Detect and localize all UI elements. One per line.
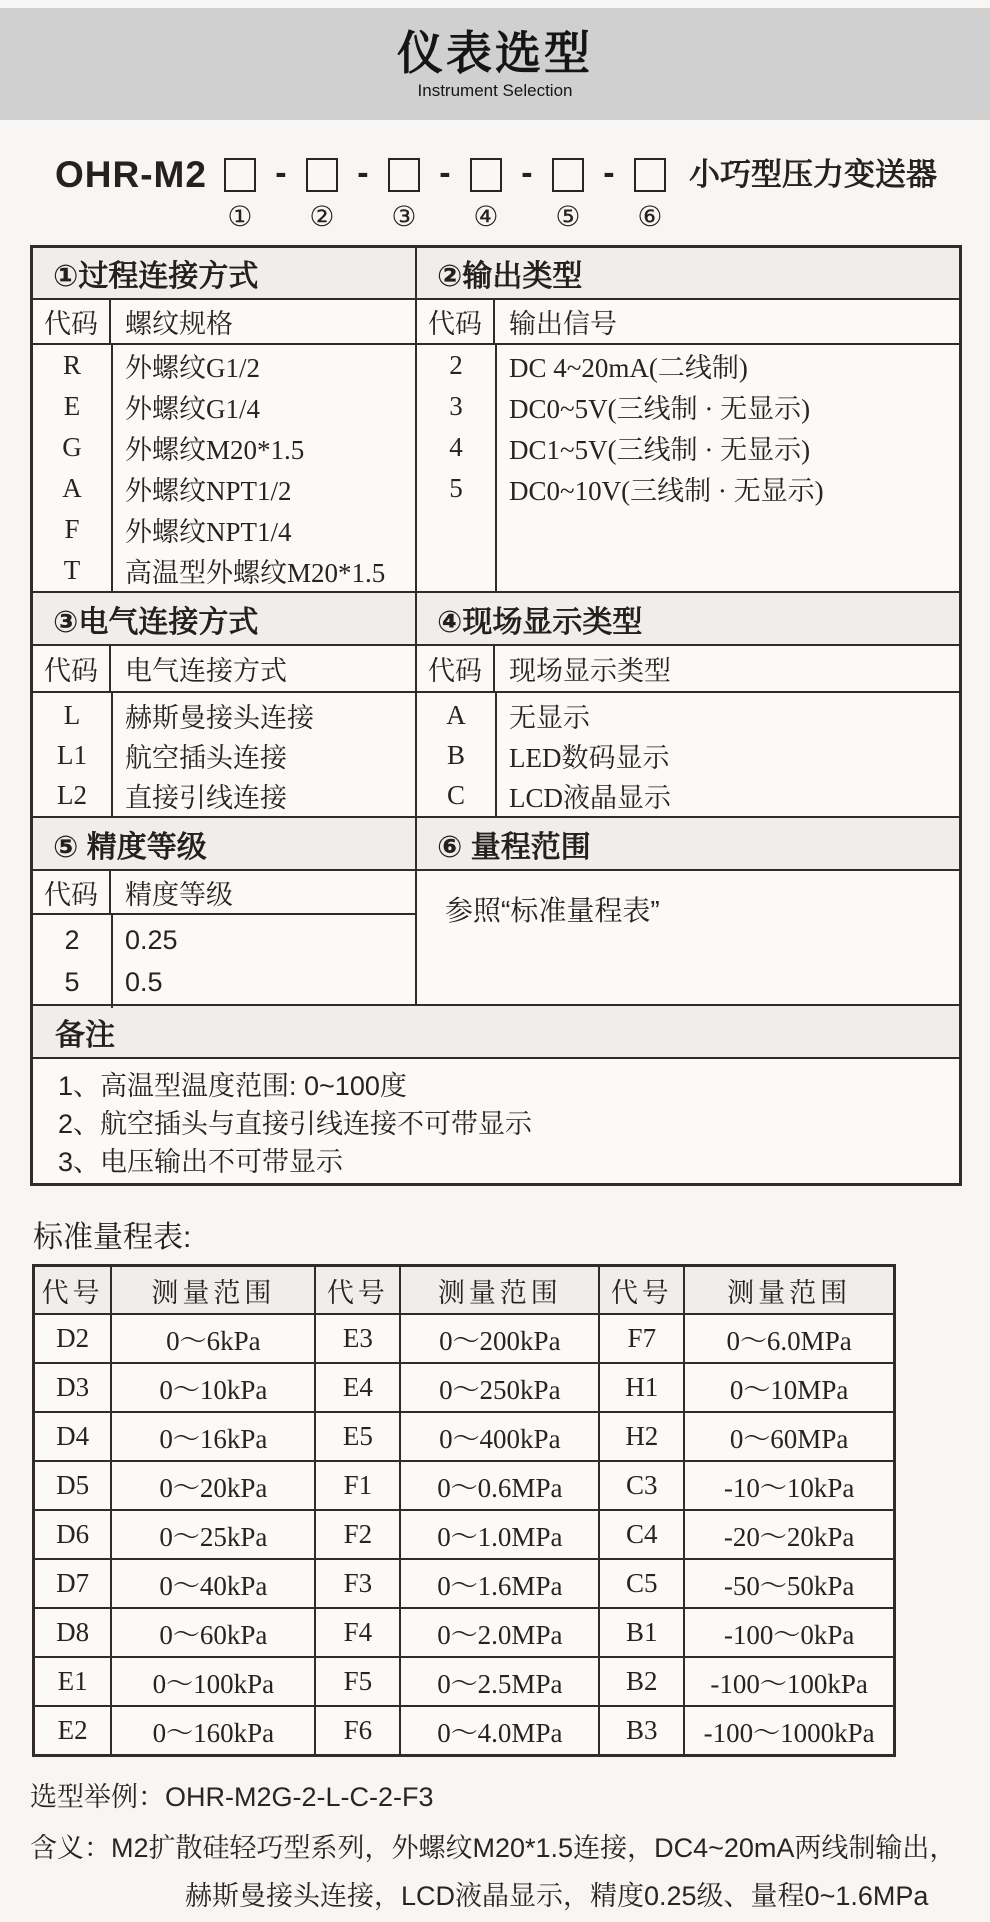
model-code-box-2 [306,158,338,192]
table-row [34,1657,895,1706]
model-position-2 [306,150,338,233]
row-value: 外螺纹M20*1.5 [125,435,305,465]
cell-code: D2 [34,1314,112,1363]
col-header-code-3: 代号 [599,1266,684,1315]
model-dash: - [357,154,369,192]
section2-code-header: 代码 [417,300,495,343]
cell-range: -20～20kPa [684,1510,894,1559]
example-meaning-line-1: 含义：M2扩散硅轻巧型系列，外螺纹M20*1.5连接，DC4~20mA两线制输出， [30,1833,957,1863]
table-row [33,775,415,815]
row-code: L1 [57,739,87,770]
column-divider [111,915,113,1008]
table-row [33,695,415,735]
position-number-4: ④ [473,202,499,233]
row-value: DC0~10V(三线制 · 无显示) [509,476,824,506]
row-code: L [63,699,81,730]
cell-code: F1 [315,1461,400,1510]
row-value: 航空插头连接 [125,742,287,773]
subheaders-1-2 [33,300,959,345]
table-row [417,427,959,468]
row-value: LED数码显示 [509,742,670,773]
cell-code: B3 [599,1706,684,1756]
cell-range: 0～60MPa [684,1412,894,1461]
cell-code: D8 [34,1608,112,1657]
range-table-caption: 标准量程表: [33,1221,192,1254]
row-code: 2 [64,924,80,955]
cell-range: 0～250kPa [400,1363,599,1412]
section1-value-header: 螺纹规格 [125,309,233,339]
section5-code-header: 代码 [33,871,111,913]
row-code: 2 [449,350,463,380]
remark-title: 备注 [33,1006,959,1059]
section2-subheader [417,300,959,343]
section4-subheader [417,646,959,691]
row-value: DC1~5V(三线制 · 无显示) [509,435,811,465]
bodies-3-4 [33,693,959,818]
section-headers-1-2 [33,248,959,300]
cell-range: 0～1.6MPa [400,1559,599,1608]
section3-code-header: 代码 [33,646,111,691]
cell-code: E2 [34,1706,112,1756]
table-row [33,468,415,509]
section4-body [417,693,959,816]
table-row [34,1314,895,1363]
standard-range-table [32,1264,896,1757]
model-suffix: 小巧型压力变送器 [688,157,937,192]
row-code: R [62,350,81,380]
example-meaning-line-2: 赫斯曼接头连接，LCD液晶显示，精度0.25级、量程0~1.6MPa [185,1881,929,1911]
cell-code: H2 [599,1412,684,1461]
row-value: 外螺纹NPT1/4 [125,517,292,547]
row-value: 外螺纹NPT1/2 [125,476,292,506]
bodies-1-2 [33,345,959,593]
table-row [34,1559,895,1608]
cell-code: D6 [34,1510,112,1559]
model-dash: - [275,154,287,192]
cell-range: 0～200kPa [400,1314,599,1363]
table-row [33,427,415,468]
table-row [34,1363,895,1412]
selection-table [30,245,962,1186]
range-table-header [34,1266,895,1315]
row-value: DC 4~20mA(二线制) [509,353,748,383]
section1-code-header: 代码 [33,300,111,343]
cell-range: 0～6.0MPa [684,1314,894,1363]
model-code-box-1 [224,158,256,192]
table-row [417,735,959,775]
cell-code: H1 [599,1363,684,1412]
section2-title: ②输出类型 [417,248,959,298]
cell-range: 0～60kPa [111,1608,315,1657]
cell-code: F6 [315,1706,400,1756]
cell-code: F4 [315,1608,400,1657]
table-row [33,735,415,775]
section6-title: ⑥ 量程范围 [417,818,959,869]
section5-value-header: 精度等级 [125,879,233,910]
row-code: 3 [449,391,463,421]
col-header-code-1: 代号 [34,1266,112,1315]
table-row [33,345,415,386]
model-prefix: OHR-M2 [55,154,207,195]
section4-value-header: 现场显示类型 [509,656,671,686]
row-value: 无显示 [509,702,590,733]
cell-range: 0～10MPa [684,1363,894,1412]
row-code: B [446,739,465,770]
model-code-box-6 [634,158,666,192]
cell-code: D7 [34,1559,112,1608]
cell-code: D4 [34,1412,112,1461]
row-value: DC0~5V(三线制 · 无显示) [509,394,811,424]
remark-body [33,1059,959,1183]
section3-subheader [33,646,417,691]
cell-code: D3 [34,1363,112,1412]
cell-range: 0～160kPa [111,1706,315,1756]
row-value: 外螺纹G1/4 [125,394,260,424]
model-position-5 [552,150,584,233]
cell-code: D5 [34,1461,112,1510]
section2-body [417,345,959,591]
row-code: 5 [449,473,463,503]
col-header-code-2: 代号 [315,1266,400,1315]
header-row [34,1266,895,1315]
model-code-row [55,150,937,233]
cell-code: B1 [599,1608,684,1657]
row-value: 直接引线连接 [125,782,287,813]
table-row [34,1706,895,1756]
row-value: 高温型外螺纹M20*1.5 [125,558,386,588]
page-header-bar [0,8,990,120]
section3-title: ③电气连接方式 [33,593,417,644]
table-row [33,919,415,961]
cell-range: -100～1000kPa [684,1706,894,1756]
page-subtitle: Instrument Selection [417,81,573,100]
cell-code: E4 [315,1363,400,1412]
model-position-6 [634,150,666,233]
cell-range: 0～16kPa [111,1412,315,1461]
table-row [33,550,415,591]
cell-range: 0～40kPa [111,1559,315,1608]
section5-subheader [33,871,415,915]
cell-range: 0～6kPa [111,1314,315,1363]
position-number-1: ① [227,202,253,233]
cell-range: -50～50kPa [684,1559,894,1608]
section4-code-header: 代码 [417,646,495,691]
section5-block [33,871,417,1004]
cell-range: -100～0kPa [684,1608,894,1657]
row-value: 外螺纹G1/2 [125,353,260,383]
model-position-3 [388,150,420,233]
cell-range: -10～10kPa [684,1461,894,1510]
row-code: L2 [57,779,87,810]
section3-value-header: 电气连接方式 [125,656,287,686]
section4-title: ④现场显示类型 [417,593,959,644]
row-code: A [446,699,466,730]
cell-range: 0～1.0MPa [400,1510,599,1559]
table-row [33,961,415,1003]
table-row [417,468,959,509]
cell-code: C5 [599,1559,684,1608]
table-row [34,1461,895,1510]
remark-line-3: 3、电压输出不可带显示 [58,1147,344,1177]
row-code: E [63,391,81,421]
model-dash: - [439,154,451,192]
cell-range: 0～4.0MPa [400,1706,599,1756]
model-dash: - [603,154,615,192]
col-header-range-1: 测量范围 [111,1266,315,1315]
cell-range: 0～20kPa [111,1461,315,1510]
section5-body [33,915,415,1008]
position-number-5: ⑤ [555,202,581,233]
model-position-4 [470,150,502,233]
cell-code: C3 [599,1461,684,1510]
table-row [417,345,959,386]
cell-range: 0～10kPa [111,1363,315,1412]
row-code: C [446,779,465,810]
section3-body [33,693,417,816]
section6-note: 参照“标准量程表” [445,895,660,926]
selection-example-line: 选型举例：OHR-M2G-2-L-C-2-F3 [30,1782,434,1812]
cell-range: 0～2.5MPa [400,1657,599,1706]
row-code: 5 [64,966,80,997]
model-code-box-5 [552,158,584,192]
row-value: LCD液晶显示 [509,782,671,813]
cell-code: F7 [599,1314,684,1363]
cell-code: F3 [315,1559,400,1608]
table-row [417,386,959,427]
position-number-3: ③ [391,202,417,233]
range-table-body [34,1314,895,1756]
column-divider [111,693,113,816]
row-value: 0.5 [125,966,163,997]
subheaders-3-4 [33,646,959,693]
cell-range: 0～0.6MPa [400,1461,599,1510]
row-code: 4 [449,432,463,462]
row-value: 赫斯曼接头连接 [125,702,314,733]
section-headers-5-6 [33,818,959,871]
model-dash: - [521,154,533,192]
table-row [33,386,415,427]
cell-code: B2 [599,1657,684,1706]
remark-line-2: 2、航空插头与直接引线连接不可带显示 [58,1109,533,1139]
section-headers-3-4 [33,593,959,646]
position-number-2: ② [309,202,335,233]
position-number-6: ⑥ [637,202,663,233]
bodies-5-6 [33,871,959,1006]
row-code: G [62,432,82,462]
column-divider [111,345,113,591]
cell-code: E3 [315,1314,400,1363]
remark-line-1: 1、高温型温度范围: 0~100度 [58,1071,407,1101]
section1-subheader [33,300,417,343]
section1-body [33,345,417,591]
page-title: 仪表选型 [397,27,593,79]
cell-code: C4 [599,1510,684,1559]
cell-range: 0～25kPa [111,1510,315,1559]
model-position-1 [224,150,256,233]
column-divider [495,345,497,591]
cell-range: 0～100kPa [111,1657,315,1706]
row-code: F [64,514,80,544]
column-divider [495,693,497,816]
cell-code: F2 [315,1510,400,1559]
table-row [34,1608,895,1657]
row-code: T [63,555,81,585]
row-value: 0.25 [125,924,178,955]
table-row [34,1510,895,1559]
cell-code: E1 [34,1657,112,1706]
col-header-range-2: 测量范围 [400,1266,599,1315]
section1-title: ①过程连接方式 [33,248,417,298]
section5-title: ⑤ 精度等级 [33,818,417,869]
col-header-range-3: 测量范围 [684,1266,894,1315]
model-code-box-3 [388,158,420,192]
model-code-box-4 [470,158,502,192]
section2-value-header: 输出信号 [509,309,617,339]
table-row [417,775,959,815]
cell-code: F5 [315,1657,400,1706]
table-row [34,1412,895,1461]
row-code: A [62,473,82,503]
cell-range: 0～2.0MPa [400,1608,599,1657]
table-row [33,509,415,550]
cell-range: 0～400kPa [400,1412,599,1461]
table-row [417,695,959,735]
cell-code: E5 [315,1412,400,1461]
cell-range: -100～100kPa [684,1657,894,1706]
